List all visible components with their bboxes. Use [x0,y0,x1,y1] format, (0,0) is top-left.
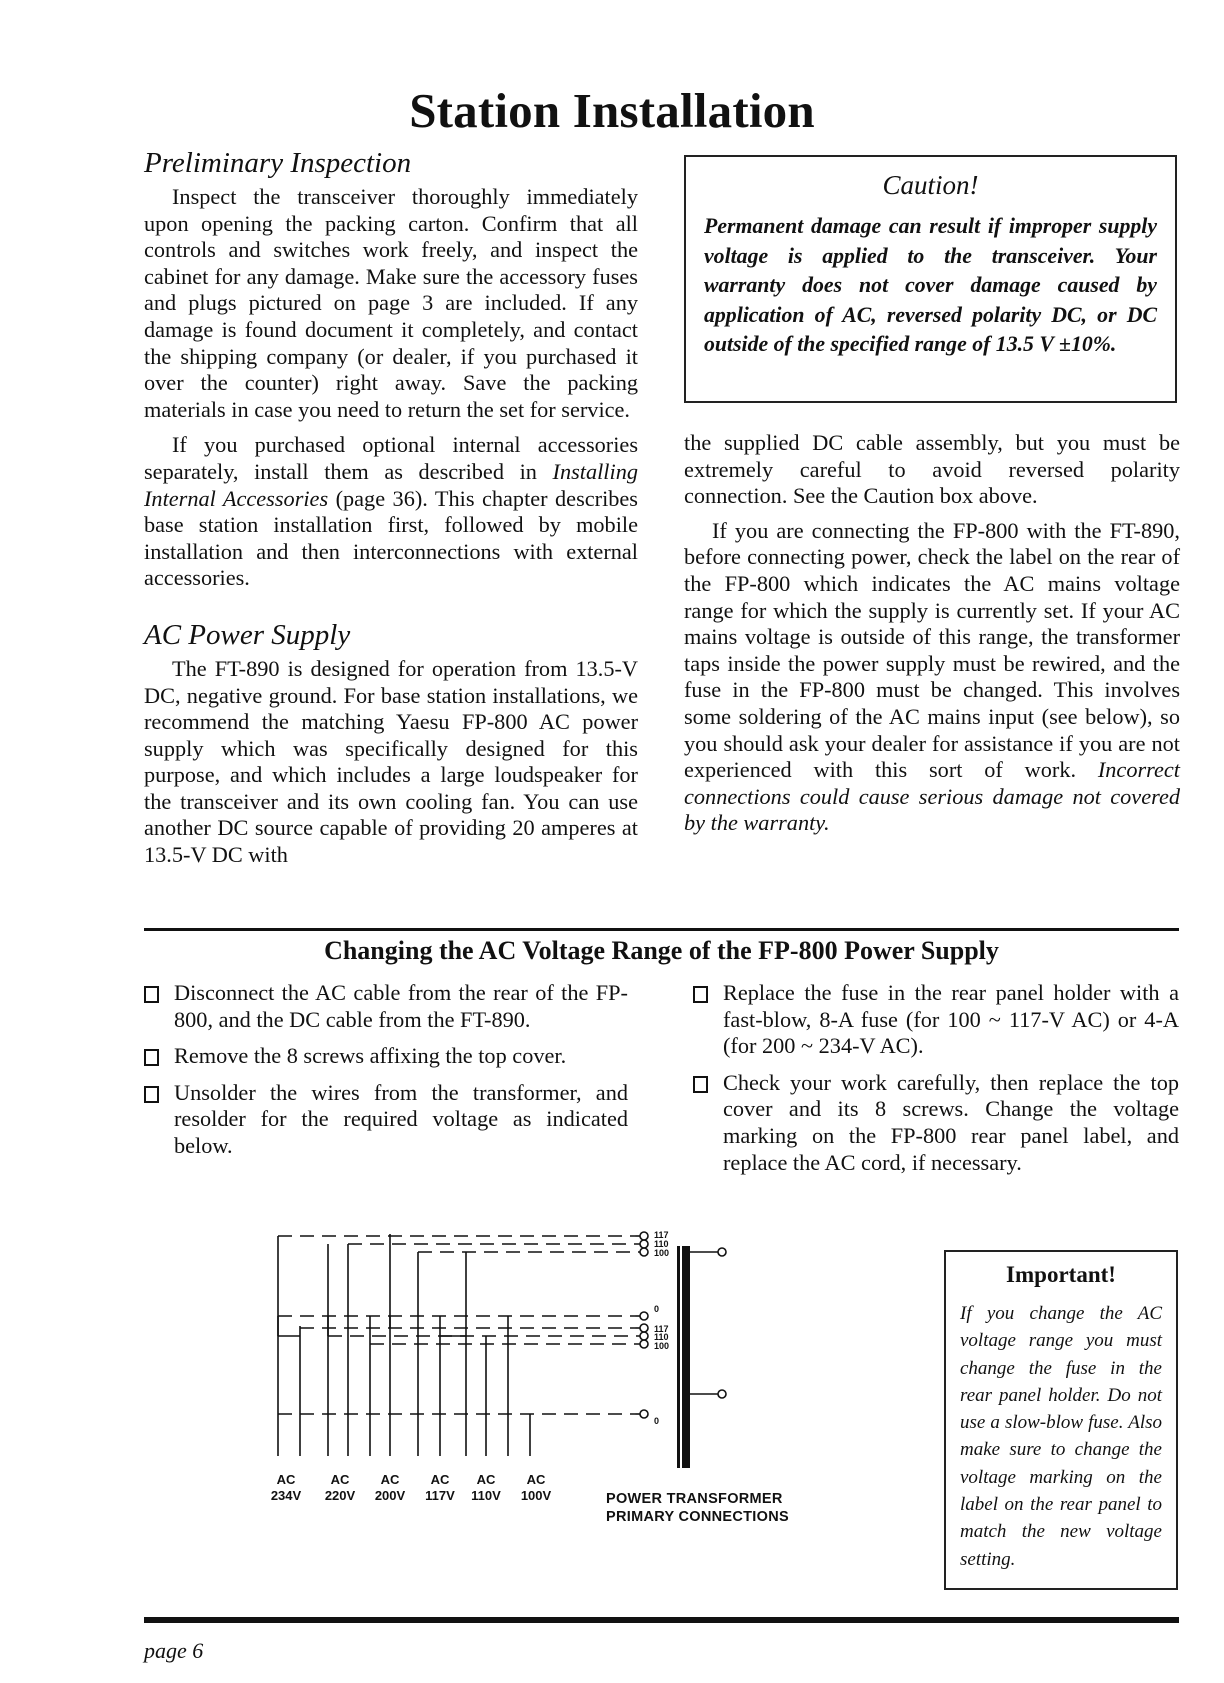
ac-power-paragraph-2-text: If you are connecting the FP-800 with the FT-890, before connecting power, check the label on the rear of the FP-800 which indicates the AC mains voltage range for which the supply is currently set. If your AC mains voltage is outside of this range, the transformer taps inside the power supply must be rewired, and the fuse in the FP-800 must be changed. This involves some soldering of the AC mains input (see below), so you should ask your dealer for assistance if you are not experienced with this sort of work. [684,517,1180,783]
installing-accessories-reference: Installing Internal Accessories [144,458,638,511]
step-check-work [693,1070,1179,1176]
tap-label-117-lower: 117 [654,1324,669,1334]
ac-power-paragraph-1: The FT-890 is designed for operation from 13.5-V DC, negative ground. For base station installations, we recommend the matching Yaesu FP-800 AC power supply which was specifically designed for this purpose, and which includes a large loudspeaker for the transceiver and its own cooling fan. You can use another DC source capable of providing 20 amperes at 13.5-V DC with [144,655,638,868]
important-title: Important! [1006,1262,1116,1287]
warranty-warning: Incorrect connections could cause serious damage not covered by the warranty. [684,757,1180,836]
important-box [944,1250,1178,1590]
left-column [144,146,638,878]
diagram-caption-line-2: PRIMARY CONNECTIONS [606,1509,789,1525]
voltage-label-100v: 100V [520,1488,552,1503]
voltage-label-200v: 200V [374,1488,406,1503]
voltage-range-heading: Changing the AC Voltage Range of the FP-800 Power Supply [324,936,999,965]
step-remove-screws [144,1043,628,1070]
step-text: Disconnect the AC cable from the rear of the FP-800, and the DC cable from the FT-890. [174,980,628,1032]
preliminary-inspection-heading: Preliminary Inspection [144,147,412,179]
ac-power-paragraph-2 [684,518,1180,837]
section-divider [144,928,1179,931]
ac-label-100v: AC [526,1472,546,1487]
checkbox-icon [144,1049,159,1066]
ac-power-paragraph-1-continued: the supplied DC cable assembly, but you must be extremely careful to avoid reversed polarity connection. See the Caution box above. [684,430,1180,509]
important-text: If you change the AC voltage range you must change the fuse in the rear panel holder. Do not use a slow-blow fuse. Also make sure to change the voltage marking on the label on the rear panel to match the new voltage setting. [960,1303,1162,1570]
footer-divider [144,1617,1179,1623]
tap-label-100-upper: 100 [654,1248,670,1258]
ac-label-200v: AC [380,1472,400,1487]
voltage-label-110v: 110V [471,1488,501,1503]
step-text: Check your work carefully, then replace the top cover and its 8 screws. Change the voltage marking on the FP-800 rear panel label, and replace the AC cord, if necessary. [723,1069,1179,1175]
tap-label-110-upper: 110 [654,1239,669,1249]
ac-label-220v: AC [330,1472,350,1487]
procedure-steps-left [144,980,628,1170]
transformer-wiring-diagram [270,1226,830,1518]
caution-title: Caution! [882,170,979,200]
caution-text: Permanent damage can result if improper supply voltage is applied to the transceiver. Your warranty does not cover damage caused by application of AC, reversed polarity DC, or DC outside of the specified range of 13.5 V ±10%. [704,214,1157,357]
right-column [684,430,1180,845]
ac-label-110v: AC [476,1472,496,1487]
tap-label-zero-middle: 0 [654,1304,660,1314]
step-text: Replace the fuse in the rear panel holder with a fast-blow, 8-A fuse (for 100 ~ 117-V AC) or 4-A (for 200 ~ 234-V AC). [723,980,1179,1059]
tap-label-117-upper: 117 [654,1230,669,1240]
step-text: Remove the 8 screws affixing the top cover. [174,1043,567,1069]
page-number: page 6 [144,1638,204,1663]
caution-box [684,155,1177,403]
tap-label-110-lower: 110 [654,1332,669,1342]
ac-label-117v: AC [430,1472,450,1487]
diagram-caption [606,1490,789,1526]
preliminary-paragraph-2-end: (page 36). This chapter describes base station installation first, followed by mobile installation and then interconnections with external accessories. [144,485,638,591]
checkbox-icon [693,986,708,1003]
diagram-caption-line-1: POWER TRANSFORMER [606,1491,783,1507]
preliminary-paragraph-1: Inspect the transceiver thoroughly immediately upon opening the packing carton. Confirm that all controls and switches work freely, and inspect the cabinet for any damage. Make sure the accessory fuses and plugs pictured on page 3 are included. If any damage is found document it completely, and contact the shipping company (or dealer, if you purchased it over the counter) right away. Save the packing materials in case you need to return the set for service. [144,184,638,422]
page-title: Station Installation [409,83,815,138]
preliminary-paragraph-2-start: If you purchased optional internal accessories separately, install them as described in [144,432,638,484]
voltage-label-234v: 234V [270,1488,302,1503]
checkbox-icon [144,986,159,1003]
step-resolder-wires [144,1080,628,1160]
wiring-diagram-svg [270,1226,830,1518]
voltage-label-220v: 220V [324,1488,356,1503]
procedure-steps-right [693,980,1179,1186]
preliminary-paragraph-2 [144,432,638,592]
checkbox-icon [693,1076,708,1093]
voltage-label-117v: 117V [425,1488,455,1503]
ac-power-supply-heading: AC Power Supply [144,618,351,651]
step-text: Unsolder the wires from the transformer, and resolder for the required voltage as indicated below. [174,1079,628,1158]
tap-label-zero-lower: 0 [654,1416,660,1426]
checkbox-icon [144,1086,159,1103]
ac-label-234v: AC [276,1472,296,1487]
tap-label-100-lower: 100 [654,1341,670,1351]
step-replace-fuse [693,980,1179,1060]
step-disconnect-cables [144,980,628,1033]
